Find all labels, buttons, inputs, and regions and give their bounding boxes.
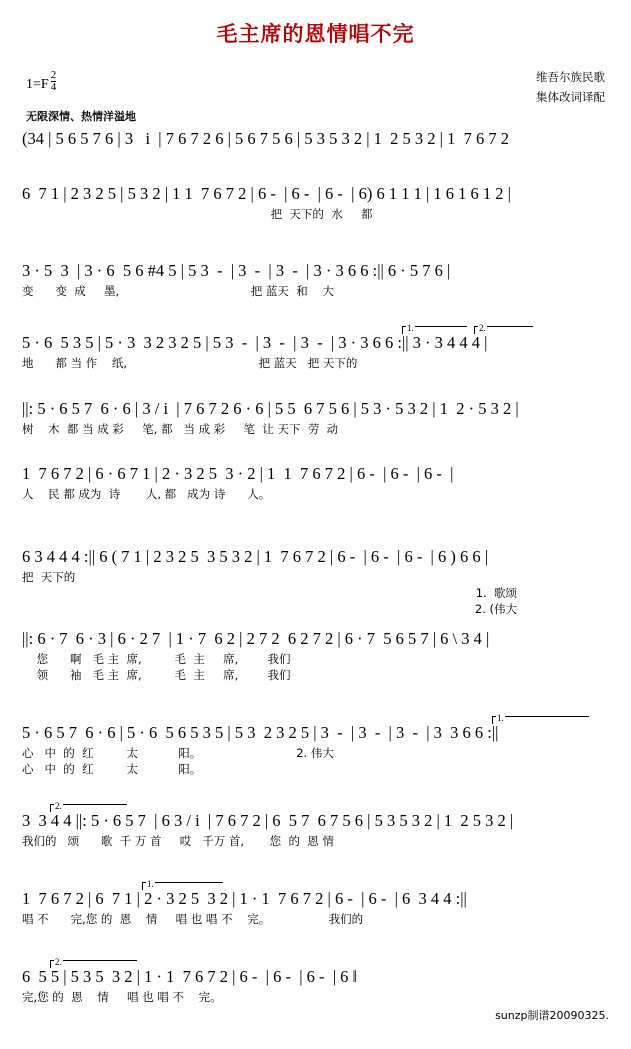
ending-brackets [22, 712, 612, 724]
lyrics-line-verse-2: 心 中 的 红 太 阳。 [22, 762, 202, 776]
notation-line: 1 7 6 7 2 | 6 · 6 7 1 | 2 · 3 2 5 3 · 2 | 1 1 7 6 7 2 | 6 - | 6 - | 6 - | [22, 464, 454, 483]
ending-brackets [22, 322, 612, 334]
music-system-5 [22, 400, 612, 438]
ending-bracket-1 [402, 323, 467, 334]
notation-line: 6 3 4 4 4 :|| 6 ( 7 1 | 2 3 2 5 3 5 3 2 | 1 7 6 7 2 | 6 - | 6 - | 6 - | 6 ) 6 6 | [22, 547, 489, 566]
music-system-2 [22, 185, 612, 223]
key-signature-text: 1=F [26, 77, 49, 92]
lyrics-line: 完,您 的 恩 情 唱 也 唱 不 完。 [22, 990, 222, 1004]
ending-brackets [22, 956, 612, 968]
performance-direction: 无限深情、热情洋溢地 [26, 110, 136, 123]
time-signature-numerator: 2 [50, 69, 57, 81]
music-system-6 [22, 465, 612, 503]
notation-line: ||: 5 · 6 5 7 6 · 6 | 3 / i | 7 6 7 2 6 · 6 | 5 5 6 7 5 6 | 5 3 · 5 3 2 | 1 2 · 5 3 2 | [22, 399, 519, 418]
music-system-10 [22, 800, 612, 850]
engraver-credit: sunzp制谱20090325. [495, 1009, 609, 1022]
ending-bracket-2 [474, 323, 533, 334]
ending-bracket-2 [50, 957, 137, 968]
notation-line: 3 · 5 3 | 3 · 6 5 6 #4 5 | 5 3 - | 3 - | 3 - | 3 · 3 6 6 :|| 6 · 5 7 6 | [22, 261, 451, 280]
music-system-7 [22, 548, 612, 618]
ending-brackets [22, 800, 612, 812]
ending-label: 1. [147, 879, 154, 889]
ending-brackets [22, 878, 612, 890]
lyrics-line [22, 152, 612, 168]
music-system-1 [22, 130, 612, 168]
lyrics-line: 人 民 都 成为 诗 人, 都 成为 诗 人。 [22, 487, 271, 501]
time-signature [51, 70, 57, 93]
notation-line: 1 7 6 7 2 | 6 7 1 | 2 · 3 2 5 3 2 | 1 · 1 7 6 7 2 | 6 - | 6 - | 6 3 4 4 :|| [22, 889, 467, 908]
credit-line-2: 集体改词译配 [536, 89, 605, 104]
music-system-11 [22, 878, 612, 928]
credits-block [536, 68, 605, 107]
music-system-4 [22, 322, 612, 372]
ending-label: 1. [497, 713, 504, 723]
notation-line: 6 7 1 | 2 3 2 5 | 5 3 2 | 1 1 7 6 7 2 | 6 - | 6 - | 6 - | 6) 6 1 1 1 | 1 6 1 6 1 2 | [22, 184, 511, 203]
notation-line: (34 | 5 6 5 7 6 | 3 i | 7 6 7 2 6 | 5 6 7 5 6 | 5 3 5 3 2 | 1 2 5 3 2 | 1 7 6 7 2 [22, 129, 509, 148]
page-title: 毛主席的恩情唱不完 [216, 22, 415, 46]
music-system-8 [22, 630, 612, 684]
music-system-3 [22, 262, 612, 300]
notation-line: 6 5 5 | 5 3 5 3 2 | 1 · 1 7 6 7 2 | 6 - | 6 - | 6 - | 6 ‖ [22, 967, 358, 986]
time-signature-denominator: 4 [50, 81, 57, 93]
ending-label: 1. [407, 323, 414, 333]
ending-text-2: 2. (伟大 [474, 602, 517, 616]
notation-line: 5 · 6 5 3 5 | 5 · 3 3 2 3 2 5 | 5 3 - | 3 - | 3 - | 3 · 3 6 6 :|| 3 · 3 4 4 4 | [22, 333, 488, 352]
lyrics-line: 唱 不 完,您 的 恩 情 唱 也 唱 不 完。 我们的 [22, 912, 364, 926]
music-system-9 [22, 712, 612, 778]
key-time-signature [26, 70, 56, 93]
lyrics-line: 我们的 颂 歌 千 万 首 哎 千万 首, 您 的 恩 情 [22, 834, 334, 848]
notation-line: ||: 6 · 7 6 · 3 | 6 · 2 7 | 1 · 7 6 2 | 2 7 2 6 2 7 2 | 6 · 7 5 6 5 7 | 6 \ 3 4 | [22, 629, 490, 648]
credit-line-1: 维吾尔族民歌 [536, 70, 605, 84]
ending-bracket-1 [142, 879, 223, 890]
music-system-12 [22, 956, 612, 1006]
ending-label: 2. [479, 323, 486, 333]
lyrics-line: 树 木 都 当 成 彩 笔, 都 当 成 彩 笔 让 天下 劳 动 [22, 422, 339, 436]
lyrics-line: 变 变 成 墨, 把 蓝天 和 大 [22, 284, 334, 298]
lyrics-line-verse-2: 领 袖 毛 主 席, 毛 主 席, 我们 [22, 668, 291, 682]
lyrics-line: 把 天下的 水 都 [22, 207, 373, 221]
lyrics-line: 把 天下的 [22, 570, 76, 584]
ending-bracket-1 [492, 713, 589, 724]
lyrics-line-verse-1: 您 啊 毛 主 席, 毛 主 席, 我们 [22, 652, 291, 666]
ending-label: 2. [55, 801, 62, 811]
ending-text-1: 1. 歌颂 [475, 586, 517, 600]
notation-line: 3 3 4 4 ||: 5 · 6 5 7 | 6 3 / i | 7 6 7 2 | 6 5 7 6 7 5 6 | 5 3 5 3 2 | 1 2 5 3 2 | [22, 811, 514, 830]
ending-label: 2. [55, 957, 62, 967]
notation-line: 5 · 6 5 7 6 · 6 | 5 · 6 5 6 5 3 5 | 5 3 2 3 2 5 | 3 - | 3 - | 3 - | 3 3 6 6 :|| [22, 723, 499, 742]
lyrics-line-verse-1: 心 中 的 红 太 阳。 2. 伟大 [22, 746, 334, 760]
lyrics-line: 地 都 当 作 纸, 把 蓝天 把 天下的 [22, 356, 358, 370]
ending-bracket-2 [50, 801, 127, 812]
